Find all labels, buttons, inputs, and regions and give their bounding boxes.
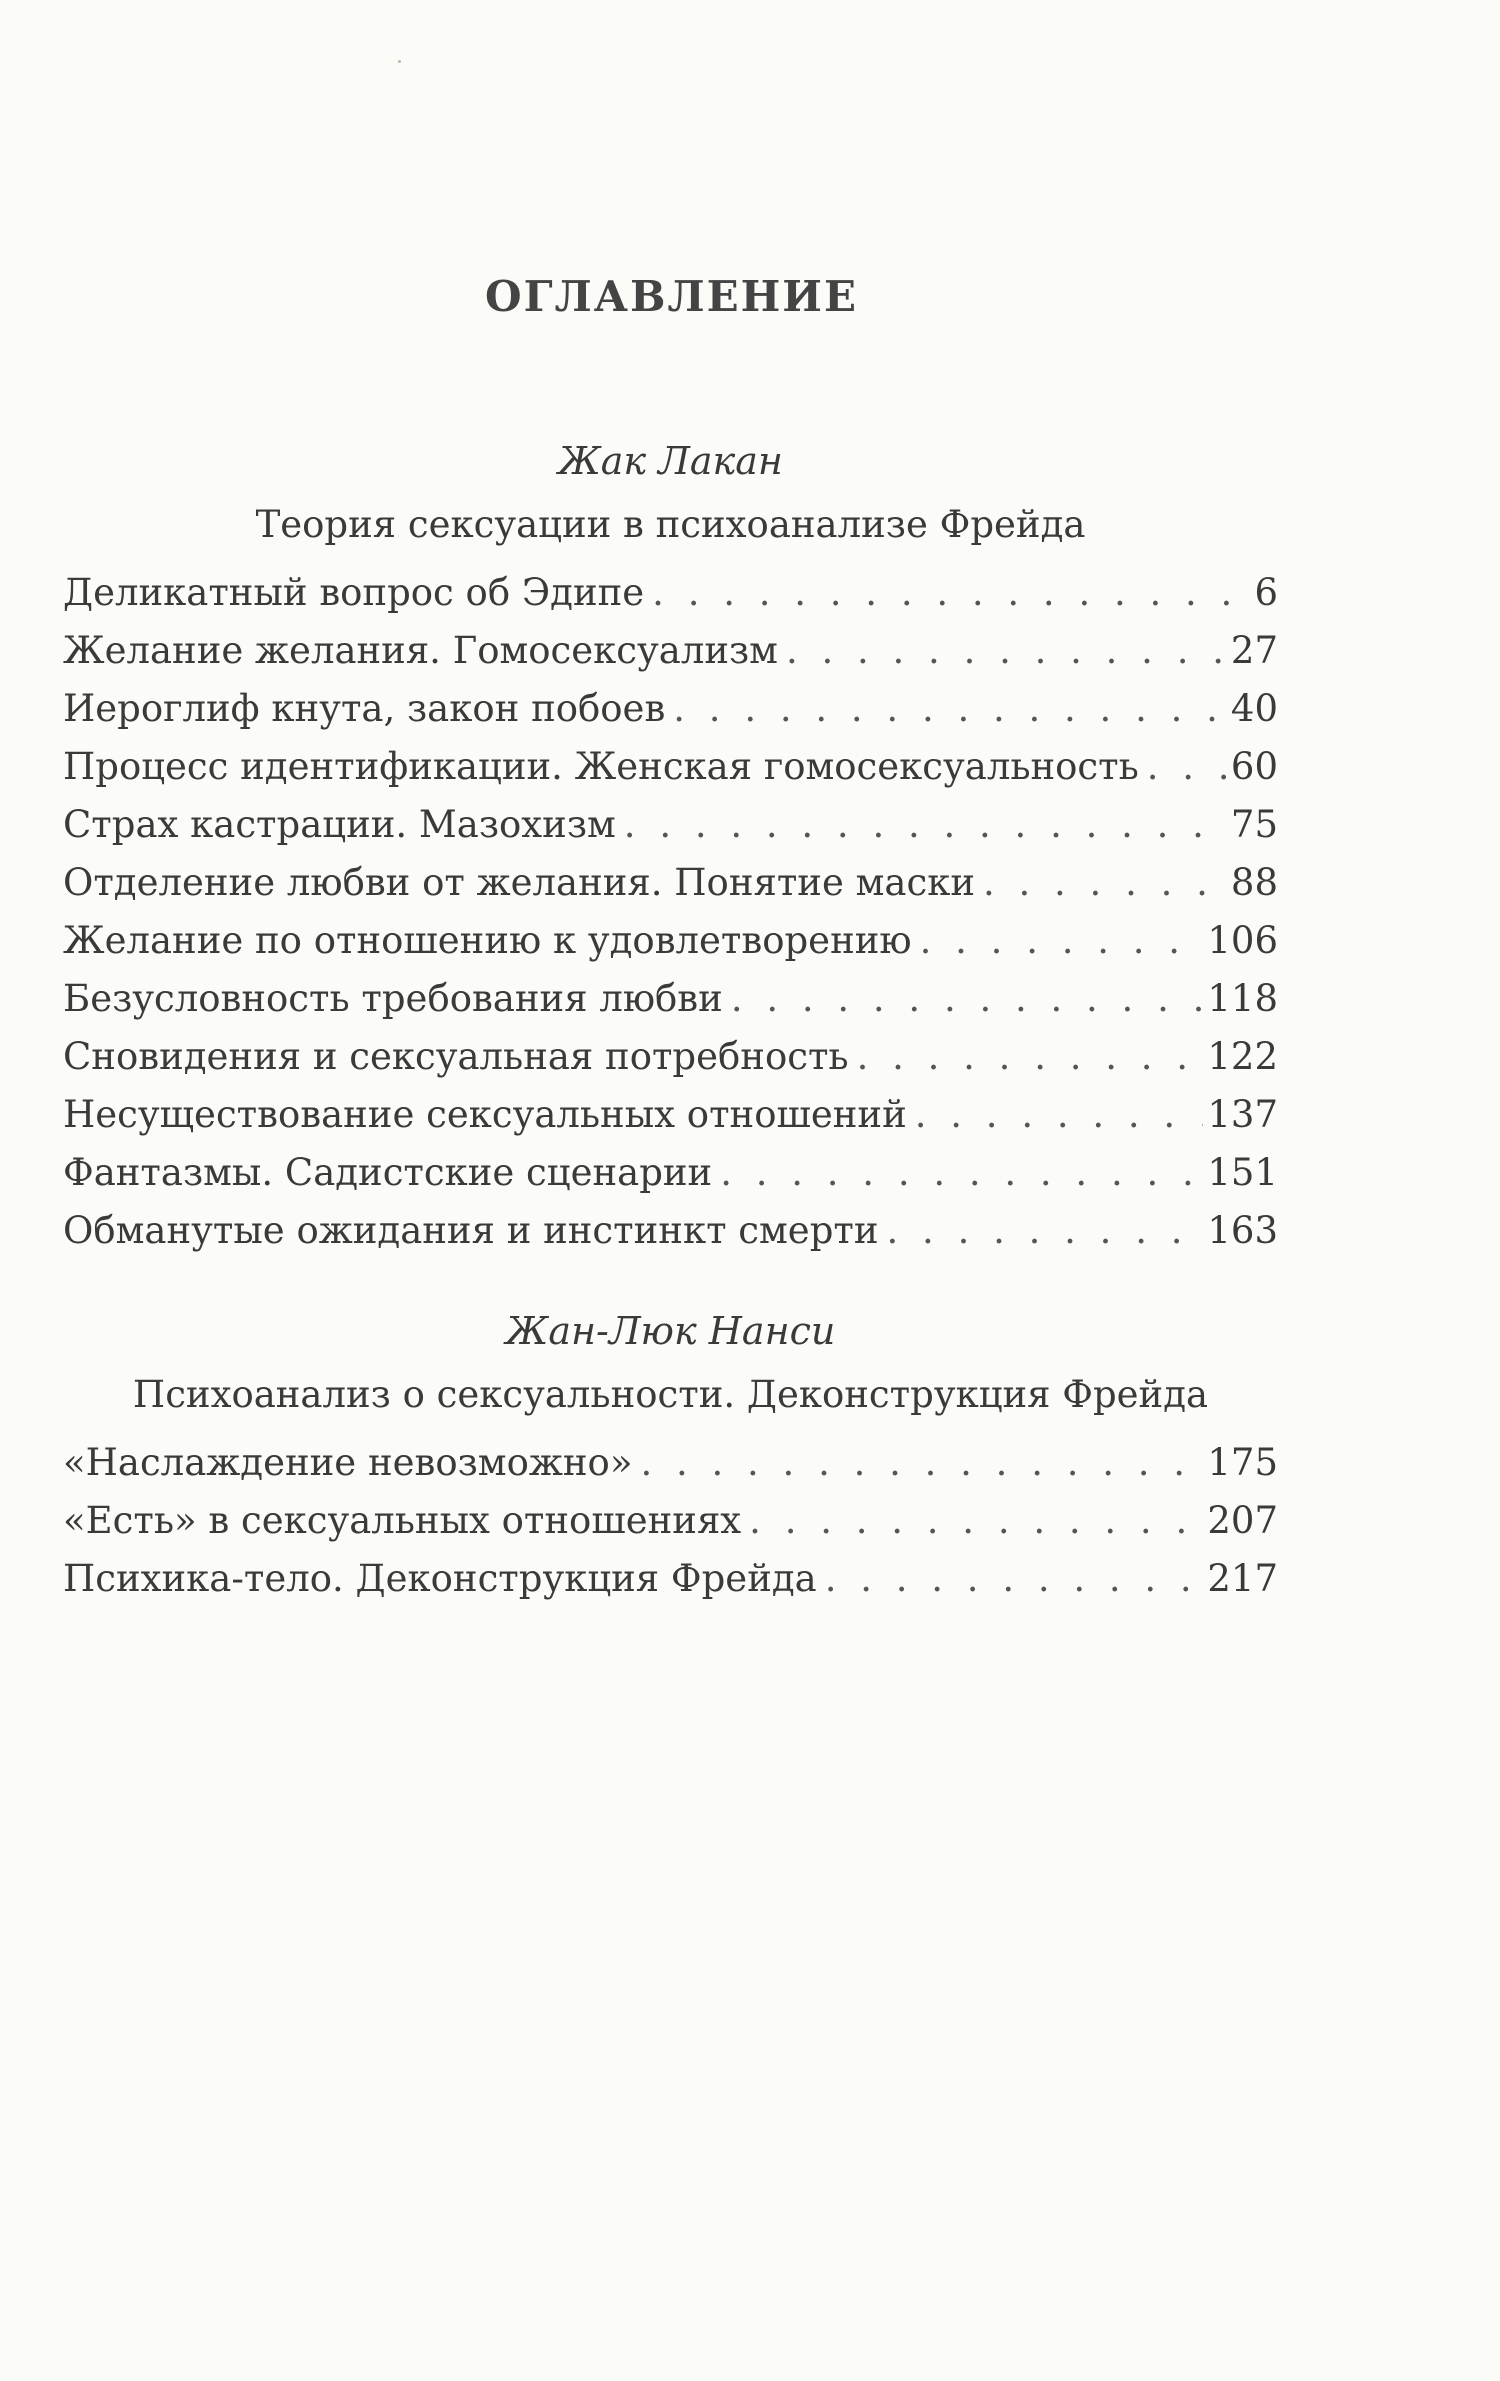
toc-entry [63, 738, 1278, 796]
toc-entry-title: Сновидения и сексуальная потребность [63, 1035, 849, 1078]
toc-entry [63, 796, 1278, 854]
toc-entry-title: Желание по отношению к удовлетворению [63, 919, 912, 962]
toc-entry [63, 1492, 1278, 1550]
toc-entry-title: Психика-тело. Деконструкция Фрейда [63, 1557, 817, 1600]
toc-entry-title: Иероглиф кнута, закон побоев [63, 687, 666, 730]
toc-section-nancy [63, 1302, 1278, 1608]
toc-entry-page: 6 [1254, 571, 1278, 614]
dot-leader [825, 1550, 1204, 1608]
toc-entry-page: 118 [1207, 977, 1278, 1020]
toc-entry-title: Процесс идентификации. Женская гомосексуальность [63, 745, 1139, 788]
toc-entry-title: Страх кастрации. Мазохизм [63, 803, 616, 846]
dot-leader [983, 854, 1227, 912]
page-speck [398, 60, 401, 63]
toc-entry-title: Деликатный вопрос об Эдипе [63, 571, 645, 614]
toc-entry [63, 854, 1278, 912]
toc-entry [63, 564, 1278, 622]
toc-entry [63, 1434, 1278, 1492]
section-title: Психоанализ о сексуальности. Деконструкция Фрейда [132, 1373, 1209, 1416]
dot-leader [749, 1492, 1203, 1550]
dot-leader [652, 564, 1250, 622]
toc-entry-title: Отделение любви от желания. Понятие маски [63, 861, 975, 904]
dot-leader [887, 1202, 1204, 1260]
toc-entry [63, 1202, 1278, 1260]
toc-entry-title: Фантазмы. Садистские сценарии [63, 1151, 713, 1194]
dot-leader [640, 1434, 1203, 1492]
section-author: Жак Лакан [558, 439, 783, 483]
toc-entry-page: 75 [1230, 803, 1278, 846]
toc-entry-page: 88 [1230, 861, 1278, 904]
dot-leader [731, 970, 1204, 1028]
toc-entry-page: 163 [1207, 1209, 1278, 1252]
toc-entry-page: 175 [1207, 1441, 1278, 1484]
toc-entry-page: 151 [1207, 1151, 1278, 1194]
toc-entry-page: 40 [1230, 687, 1278, 730]
toc-entry [63, 970, 1278, 1028]
dot-leader [786, 622, 1227, 680]
toc-entry [63, 1144, 1278, 1202]
toc-heading: ОГЛАВЛЕНИЕ [485, 272, 858, 321]
toc-entry-page: 207 [1207, 1499, 1278, 1542]
toc-entry-title: Желание желания. Гомосексуализм [63, 629, 778, 672]
toc-entry [63, 680, 1278, 738]
toc-entry-title: Обманутые ожидания и инстинкт смерти [63, 1209, 879, 1252]
dot-leader [1147, 738, 1227, 796]
dot-leader [857, 1028, 1204, 1086]
toc-entry-page: 27 [1230, 629, 1278, 672]
section-title: Теория сексуации в психоанализе Фрейда [255, 503, 1086, 546]
toc-entry-page: 217 [1207, 1557, 1278, 1600]
toc-entry [63, 622, 1278, 680]
dot-leader [624, 796, 1227, 854]
toc-entry-page: 106 [1207, 919, 1278, 962]
toc-entry-title: «Наслаждение невозможно» [63, 1441, 633, 1484]
toc-entry-page: 137 [1207, 1093, 1278, 1136]
toc-entry [63, 1086, 1278, 1144]
toc-entry [63, 1028, 1278, 1086]
section-author: Жан-Люк Нанси [505, 1309, 836, 1353]
toc-section-lacan [63, 432, 1278, 1260]
toc-entry [63, 1550, 1278, 1608]
toc-entry-title: Несуществование сексуальных отношений [63, 1093, 907, 1136]
dot-leader [720, 1144, 1203, 1202]
toc-entry-title: Безусловность требования любви [63, 977, 723, 1020]
toc-entry [63, 912, 1278, 970]
dot-leader [915, 1086, 1204, 1144]
dot-leader [920, 912, 1204, 970]
toc-entry-list [63, 1434, 1278, 1608]
toc-entry-list [63, 564, 1278, 1260]
toc-entry-page: 60 [1230, 745, 1278, 788]
toc-entry-title: «Есть» в сексуальных отношениях [63, 1499, 742, 1542]
dot-leader [673, 680, 1227, 738]
toc-entry-page: 122 [1207, 1035, 1278, 1078]
